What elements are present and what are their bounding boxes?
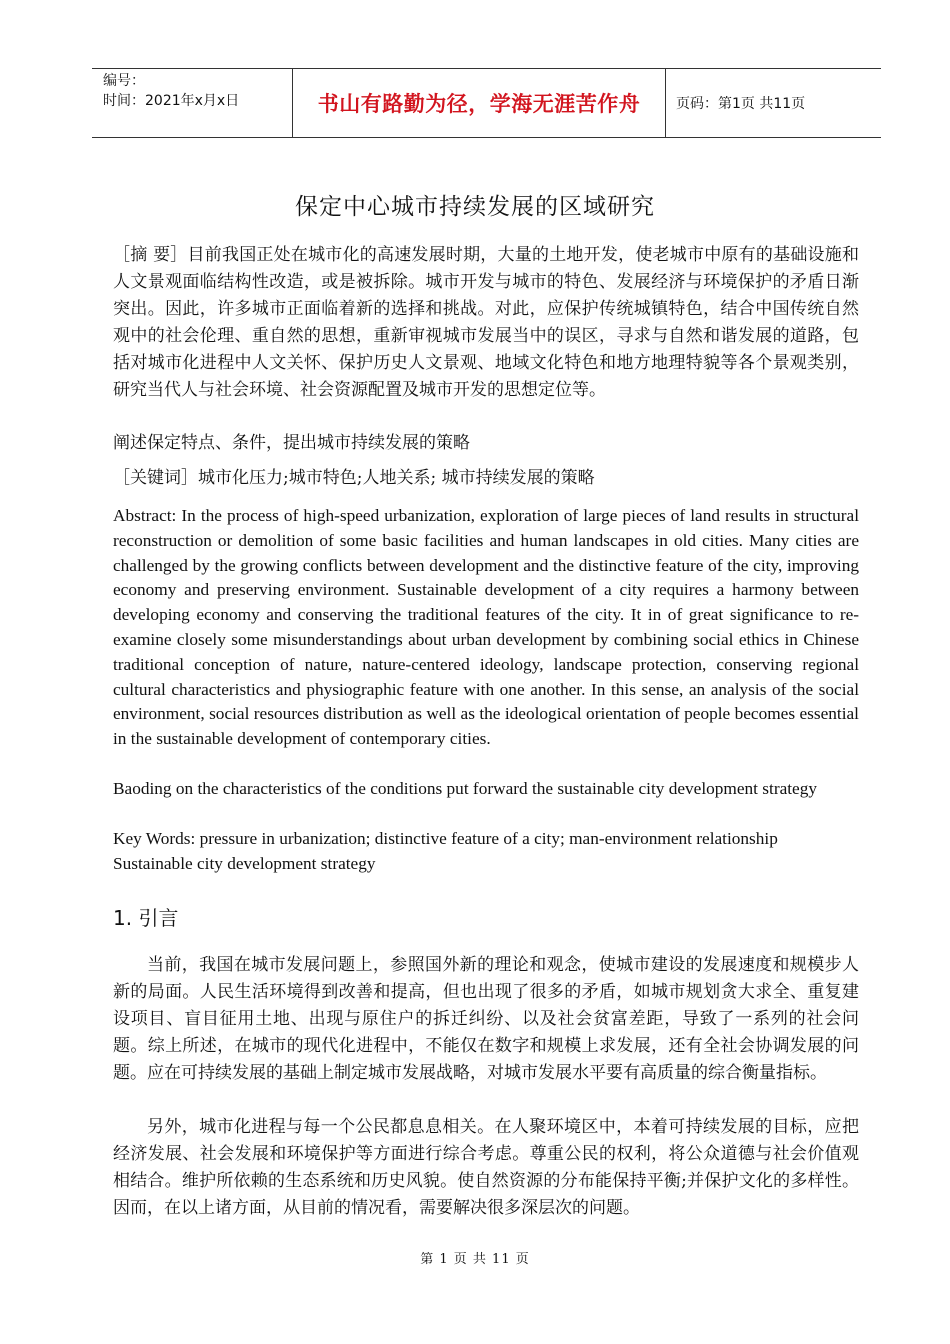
header-meta	[92, 69, 292, 137]
keywords-en-line1: Key Words: pressure in urbanization; distinctive feature of a city; man-environment relationship	[113, 829, 778, 848]
abstract-en: Abstract: In the process of high-speed urbanization, exploration of large pieces of land results in structural reconstruction or demolition of some basic facilities and human landscapes in old cities. Many cities are challenged by the growing conflicts between development and the distinctive feature of the city, improving economy and preserving environment. Sustainable development of a city requires a harmony between developing economy and conserving the traditional features of the city. It in of great significance to re-examine closely some misunderstandings about urban development by combining social ethics in Chinese traditional conception of nature, nature-centered ideology, landscape protection, conserving regional cultural characteristics and physiographic feature with one another. In this sense, an analysis of the social environment, social resources distribution as well as the ideological orientation of people becomes essential in the sustainable development of contemporary cities.	[113, 506, 859, 749]
number-label: 编号：	[103, 73, 145, 89]
document-title: 保定中心城市持续发展的区域研究	[295, 194, 655, 220]
keywords-cn: ［关键词］城市化压力;城市特色;人地关系; 城市持续发展的策略	[113, 468, 595, 488]
paragraph-1: 当前，我国在城市发展问题上，参照国外新的理论和观念，使城市建设的发展速度和规模步人新的局面。人民生活环境得到改善和提高，但也出现了很多的矛盾，如城市规划贪大求全、重复建设项目、盲目征用土地、出现与原住户的拆迁纠纷、以及社会贫富差距，导致了一系列的社会问题。综上所述，在城市的现代化进程中，不能仅在数字和规模上求发展，还有全社会协调发展的问题。应在可持续发展的基础上制定城市发展战略，对城市发展水平要有高质量的综合衡量指标。	[113, 955, 859, 1083]
header-motto: 书山有路勤为径，学海无涯苦作舟	[292, 69, 666, 137]
abstract-cn: ［摘 要］目前我国正处在城市化的高速发展时期，大量的土地开发，使老城市中原有的基础设施和人文景观面临结构性改造，或是被拆除。城市开发与城市的特色、发展经济与环境保护的矛盾日渐突出。因此，许多城市正面临着新的选择和挑战。对此，应保护传统城镇特色，结合中国传统自然观中的社会伦理、重自然的思想，重新审视城市发展当中的误区，寻求与自然和谐发展的道路，包括对城市化进程中人文关怀、保护历史人文景观、地域文化特色和地方地理特貌等各个景观类别，研究当代人与社会环境、社会资源配置及城市开发的思想定位等。	[113, 245, 859, 400]
paragraph-2: 另外，城市化进程与每一个公民都息息相关。在人聚环境区中，本着可持续发展的目标，应把经济发展、社会发展和环境保护等方面进行综合考虑。尊重公民的权利，将公众道德与社会价值观相结合。维护所依赖的生态系统和历史风貌。使自然资源的分布能保持平衡;并保护文化的多样性。因而，在以上诸方面，从目前的情况看，需要解决很多深层次的问题。	[113, 1117, 859, 1218]
header-table	[92, 68, 881, 138]
abstract-cn-summary: 阐述保定特点、条件，提出城市持续发展的策略	[113, 433, 470, 453]
section-heading: 1. 引言	[113, 906, 179, 930]
page-footer: 第 1 页 共 11 页	[420, 1252, 530, 1267]
time-label: 时间：2021年x月x日	[103, 93, 240, 109]
keywords-en-line2: Sustainable city development strategy	[113, 854, 376, 873]
header-page-label: 页码：第1页 共11页	[676, 96, 806, 112]
abstract-en-summary: Baoding on the characteristics of the conditions put forward the sustainable city development strategy	[113, 779, 818, 798]
